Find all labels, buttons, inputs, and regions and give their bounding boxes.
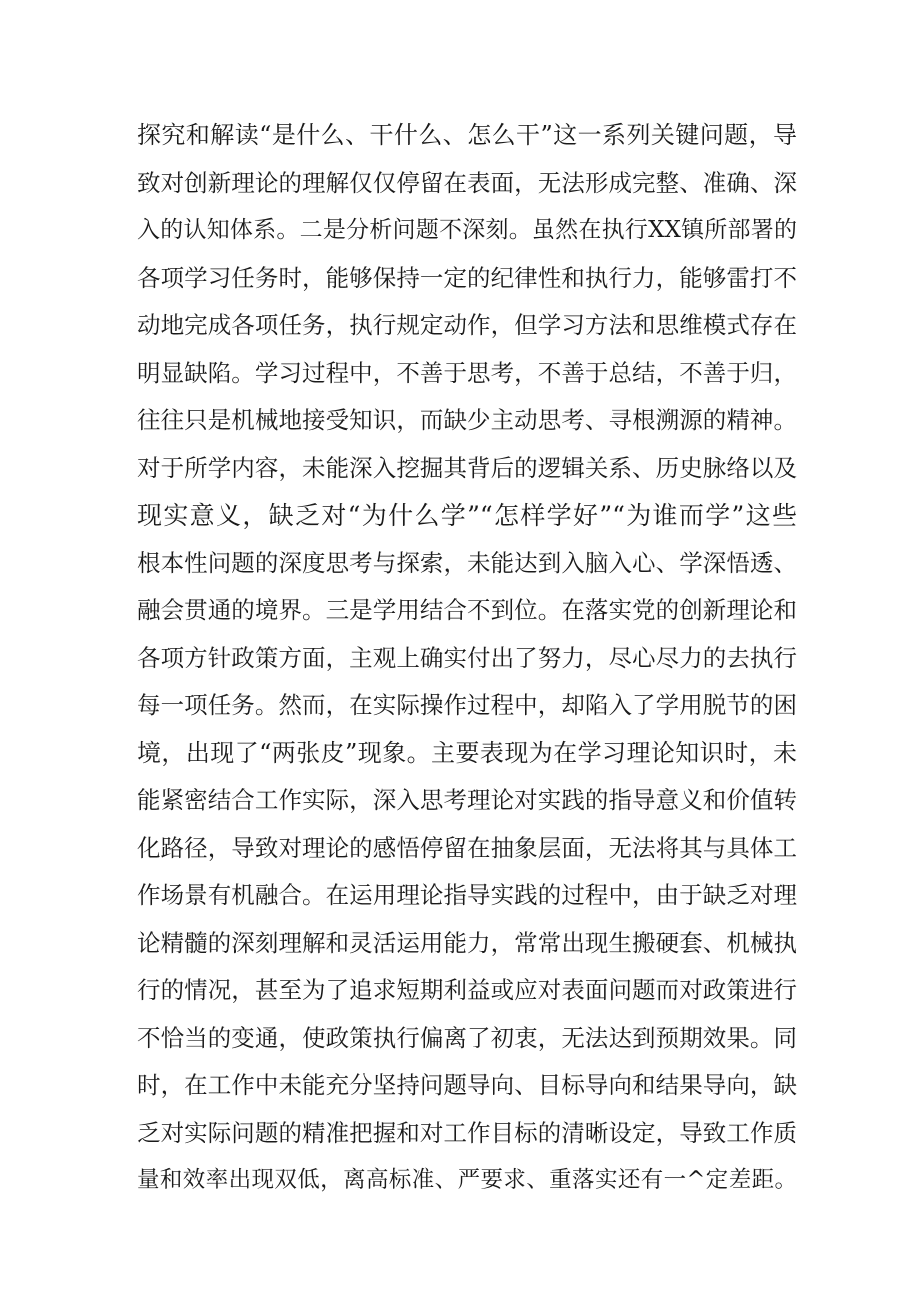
text-line: 融会贯通的境界。三是学用结合不到位。在落实党的创新理论和: [137, 596, 797, 624]
text-line: 行的情况，甚至为了追求短期利益或应对表面问题而对政策进行: [137, 976, 797, 1004]
text-line: 时，在工作中未能充分坚持问题导向、目标导向和结果导向，缺: [137, 1071, 797, 1099]
text-line: 根本性问题的深度思考与探索，未能达到入脑入心、学深悟透、: [137, 548, 797, 577]
text-line: 明显缺陷。学习过程中，不善于思考，不善于总结，不善于归，: [137, 358, 797, 387]
text-line: 每一项任务。然而，在实际操作过程中，却陷入了学用脱节的困: [137, 691, 797, 719]
body-text: [137, 112, 797, 1205]
text-line: 对于所学内容，未能深入挖掘其背后的逻辑关系、历史脉络以及: [137, 453, 797, 482]
text-line: 入的认知体系。二是分析问题不深刻。虽然在执行XX镇所部署的: [137, 217, 797, 243]
text-line: 量和效率出现双低，离高标准、严要求、重落实还有一^定差距。: [137, 1167, 797, 1193]
text-line: 论精髓的深刻理解和灵活运用能力，常常出现生搬硬套、机械执: [137, 928, 797, 957]
text-line: 动地完成各项任务，执行规定动作，但学习方法和思维模式存在: [137, 311, 797, 339]
text-line: 致对创新理论的理解仅仅停留在表面，无法形成完整、准确、深: [137, 168, 797, 197]
text-line: 作场景有机融合。在运用理论指导实践的过程中，由于缺乏对理: [137, 881, 797, 909]
text-line: 探究和解读“是什么、干什么、怎么干”这一系列关键问题，导: [137, 121, 797, 149]
text-line: 境，出现了“两张皮”现象。主要表现为在学习理论知识时，未: [137, 738, 797, 767]
text-line: 各项学习任务时，能够保持一定的纪律性和执行力，能够雷打不: [137, 263, 797, 292]
text-line: 乏对实际问题的精准把握和对工作目标的清晰设定，导致工作质: [137, 1118, 797, 1147]
text-line: 化路径，导致对理论的感悟停留在抽象层面，无法将其与具体工: [137, 833, 797, 862]
text-line: 不恰当的变通，使政策执行偏离了初衷，无法达到预期效果。同: [137, 1023, 797, 1052]
text-line: 往往只是机械地接受知识，而缺少主动思考、寻根溯源的精神。: [137, 406, 797, 434]
text-line: 现实意义，缺乏对“为什么学”“怎样学好”“为谁而学”这些: [137, 501, 797, 530]
text-line: 能紧密结合工作实际，深入思考理论对实践的指导意义和价值转: [137, 786, 797, 814]
text-line: 各项方针政策方面，主观上确实付出了努力，尽心尽力的去执行: [137, 643, 797, 672]
